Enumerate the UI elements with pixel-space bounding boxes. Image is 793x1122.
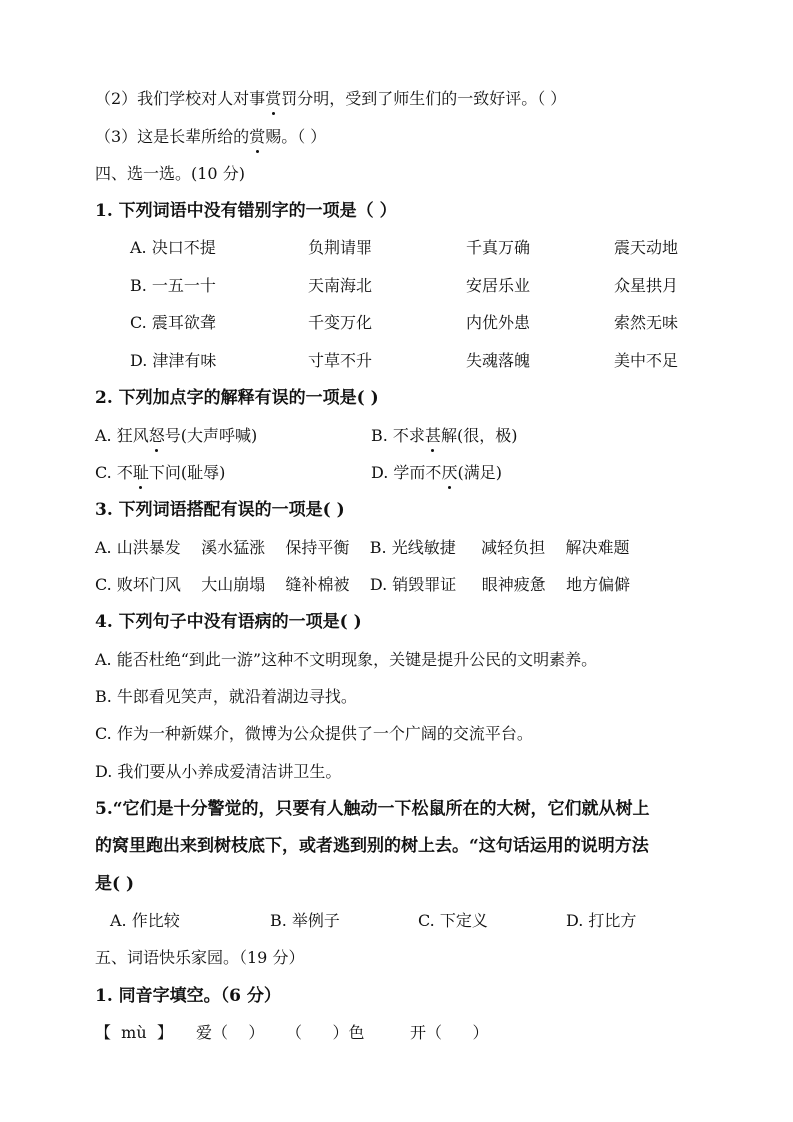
- q2-b-pre: B. 不求: [371, 426, 425, 445]
- q2-c-pre: C. 不: [95, 463, 133, 482]
- section5-q1-stem: 1. 同音字填空。（6 分）: [95, 986, 281, 1006]
- q2-option-a: [95, 424, 257, 448]
- q2-d-dotted-char: 厌: [441, 461, 457, 485]
- section3-item2: [95, 87, 566, 111]
- q1-option-d-4: 美中不足: [614, 351, 679, 370]
- q2-a-pre: A. 狂风: [95, 426, 149, 445]
- q2-stem: 2. 下列加点字的解释有误的一项是( ): [95, 388, 379, 408]
- q5-option-b: B. 举例子: [270, 911, 340, 930]
- item3-text-pre: （3）这是长辈所给的: [95, 127, 250, 146]
- fill-blank-1[interactable]: 爱（ ）: [196, 1023, 265, 1042]
- q2-b-dotted-char: 甚: [425, 424, 441, 448]
- q1-option-a-3: 千真万确: [466, 238, 531, 257]
- q2-a-post: 号(大声呼喊): [164, 426, 258, 445]
- q1-option-a-1: A. 决口不提: [130, 238, 216, 257]
- q4-stem: 4. 下列句子中没有语病的一项是( ): [95, 612, 362, 632]
- q1-option-b-2: 天南海北: [308, 276, 373, 295]
- q2-c-dotted-char: 耻: [133, 461, 149, 485]
- q1-option-c-4: 索然无味: [614, 313, 679, 332]
- q4-option-d: D. 我们要从小养成爱清洁讲卫生。: [95, 762, 342, 781]
- q2-a-dotted-char: 怒: [149, 424, 165, 448]
- q3-row-1: A. 山洪暴发 溪水猛涨 保持平衡 B. 光线敏捷 减轻负担 解决难题: [95, 538, 630, 557]
- q1-option-c-3: 内优外患: [466, 313, 531, 332]
- q3-row-2: C. 败坏门风 大山崩塌 缝补棉被 D. 销毁罪证 眼神疲惫 地方偏僻: [95, 575, 631, 594]
- section3-item3: [95, 125, 326, 149]
- item2-text-post: 罚分明，受到了师生们的一致好评。（ ）: [281, 89, 567, 108]
- section5-title: 五、词语快乐家园。（19 分）: [95, 948, 305, 967]
- q2-option-d: [371, 461, 502, 485]
- q1-option-d-2: 寸草不升: [308, 351, 373, 370]
- item2-text-pre: （2）我们学校对人对事: [95, 89, 266, 108]
- q2-d-pre: D. 学而不: [371, 463, 442, 482]
- q1-option-d-3: 失魂落魄: [466, 351, 531, 370]
- q4-option-b: B. 牛郎看见笑声，就沿着湖边寻找。: [95, 687, 357, 706]
- q2-option-c: [95, 461, 225, 485]
- q1-stem: 1. 下列词语中没有错别字的一项是（ ）: [95, 201, 397, 221]
- item2-dotted-char: 赏: [265, 87, 281, 111]
- q1-option-a-2: 负荆请罪: [308, 238, 373, 257]
- q1-option-c-2: 千变万化: [308, 313, 373, 332]
- q4-option-a: A. 能否杜绝“到此一游”这种不文明现象，关键是提升公民的文明素养。: [95, 650, 598, 669]
- q1-option-d-1: D. 津津有味: [130, 351, 217, 370]
- q1-option-c-1: C. 震耳欲聋: [130, 313, 216, 332]
- q2-b-post: 解(很，极): [440, 426, 518, 445]
- q5-stem-line-1: 5.“它们是十分警觉的，只要有人触动一下松鼠所在的大树，它们就从树上: [95, 799, 650, 819]
- q1-option-b-1: B. 一五一十: [130, 276, 216, 295]
- q2-c-post: 下问(耻辱): [148, 463, 226, 482]
- q5-option-d: D. 打比方: [566, 911, 637, 930]
- q3-stem: 3. 下列词语搭配有误的一项是( ): [95, 500, 345, 520]
- q1-option-a-4: 震天动地: [614, 238, 679, 257]
- q1-option-b-4: 众星拱月: [614, 276, 679, 295]
- item3-text-post: 赐。（ ）: [265, 127, 327, 146]
- q2-option-b: [371, 424, 517, 448]
- item3-dotted-char: 赏: [249, 125, 265, 149]
- q1-option-b-3: 安居乐业: [466, 276, 531, 295]
- q5-option-a: A. 作比较: [110, 911, 180, 930]
- fill-blank-2[interactable]: （ ）色: [286, 1023, 365, 1042]
- q2-d-post: (满足): [457, 463, 502, 482]
- q4-option-c: C. 作为一种新媒介，微博为公众提供了一个广阔的交流平台。: [95, 724, 533, 743]
- q5-option-c: C. 下定义: [418, 911, 488, 930]
- q5-stem-line-3: 是( ): [95, 874, 135, 894]
- q5-stem-line-2: 的窝里跑出来到树枝底下，或者逃到别的树上去。“这句话运用的说明方法: [95, 836, 649, 856]
- fill-blank-3[interactable]: 开（ ）: [410, 1023, 489, 1042]
- section4-title: 四、选一选。(10 分): [95, 164, 245, 183]
- pinyin-label: 【 mù 】: [95, 1023, 173, 1042]
